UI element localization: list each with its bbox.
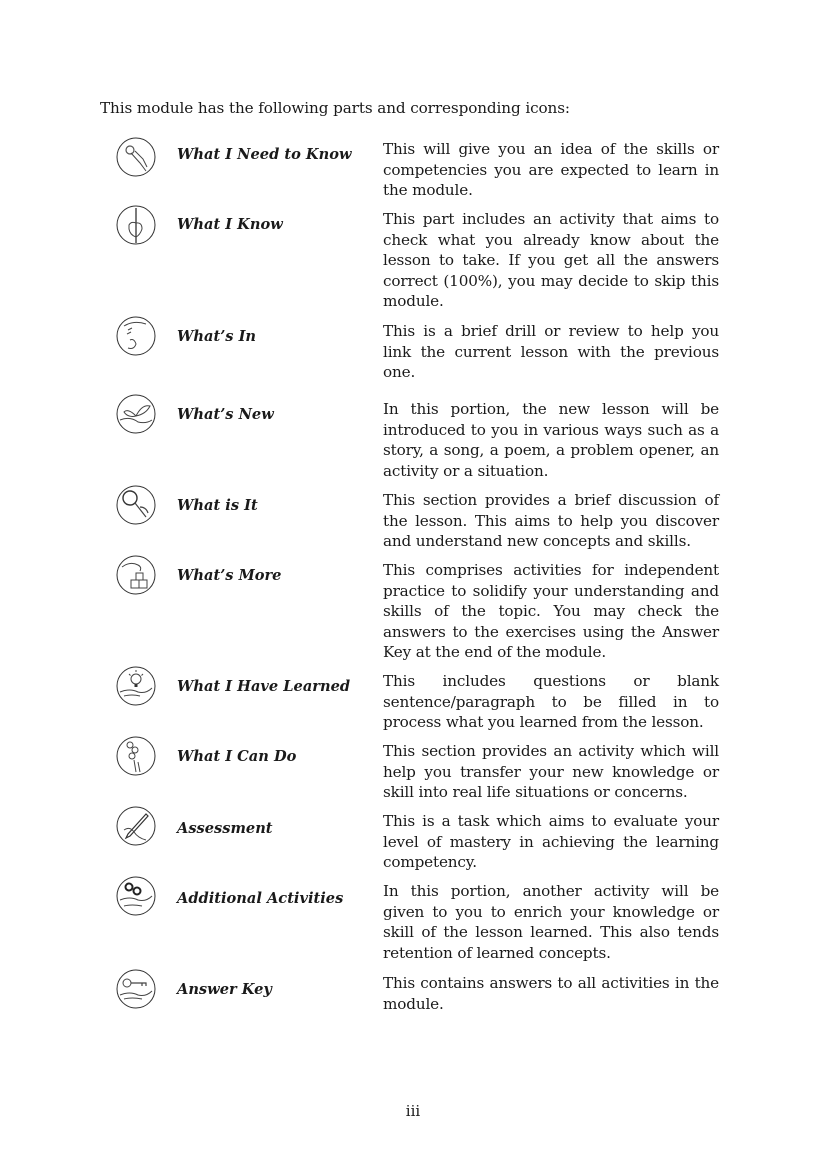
magnifying-glass-icon: [116, 485, 156, 525]
part-description: This section provides an activity which will help you transfer your new knowledge or skill into real life situations or concerns.: [383, 742, 719, 802]
part-label: What I Need to Know: [177, 146, 352, 163]
hand-plant-icon: [116, 316, 156, 356]
part-label: Answer Key: [177, 981, 272, 998]
lightbulb-hand-icon: [116, 666, 156, 706]
intro-text: This module has the following parts and corresponding icons:: [100, 99, 570, 117]
key-hand-icon: [116, 969, 156, 1009]
part-label: Additional Activities: [177, 890, 344, 907]
hand-stacking-blocks-icon: [116, 555, 156, 595]
part-label: What is It: [177, 497, 258, 514]
part-description: This comprises activities for independent practice to solidify your understanding and skills of the topic. You may check the answers to the exercises using the Answer Key at the end of the module.: [383, 561, 719, 662]
part-description: This part includes an activity that aims to check what you already know about the lesson to take. If you get all the answers correct (100%), you may decide to skip this module.: [383, 210, 719, 311]
gears-hand-icon: [116, 876, 156, 916]
part-description: This is a brief drill or review to help you link the current lesson with the previous one.: [383, 322, 719, 382]
part-label: What’s In: [177, 328, 257, 345]
part-label: What’s New: [177, 406, 274, 423]
pointing-hand-icon: [116, 137, 156, 177]
part-label: What’s More: [177, 567, 282, 584]
part-description: This includes questions or blank sentence/paragraph to be filled in to process what you learned from the lesson.: [383, 672, 719, 732]
part-label: What I Know: [177, 216, 283, 233]
part-description: This contains answers to all activities in the module.: [383, 974, 719, 1013]
hand-gears-icon: [116, 736, 156, 776]
hand-writing-icon: [116, 806, 156, 846]
part-description: This section provides a brief discussion of the lesson. This aims to help you discover and understand new concepts and skills.: [383, 491, 719, 551]
part-description: This will give you an idea of the skills or competencies you are expected to learn in the module.: [383, 140, 719, 200]
page-number: iii: [405, 1102, 421, 1120]
part-label: What I Can Do: [177, 748, 297, 765]
part-description: In this portion, another activity will be given to you to enrich your knowledge or skill of the lesson learned. This also tends retention of learned concepts.: [383, 882, 719, 962]
hand-holding-pencil-icon: [116, 205, 156, 245]
part-label: What I Have Learned: [177, 678, 351, 695]
part-description: In this portion, the new lesson will be introduced to you in various ways such as a story, a song, a poem, a problem opener, an activity or a situation.: [383, 400, 719, 480]
part-description: This is a task which aims to evaluate your level of mastery in achieving the learning competency.: [383, 812, 719, 872]
hand-sprout-icon: [116, 394, 156, 434]
part-label: Assessment: [177, 820, 273, 837]
